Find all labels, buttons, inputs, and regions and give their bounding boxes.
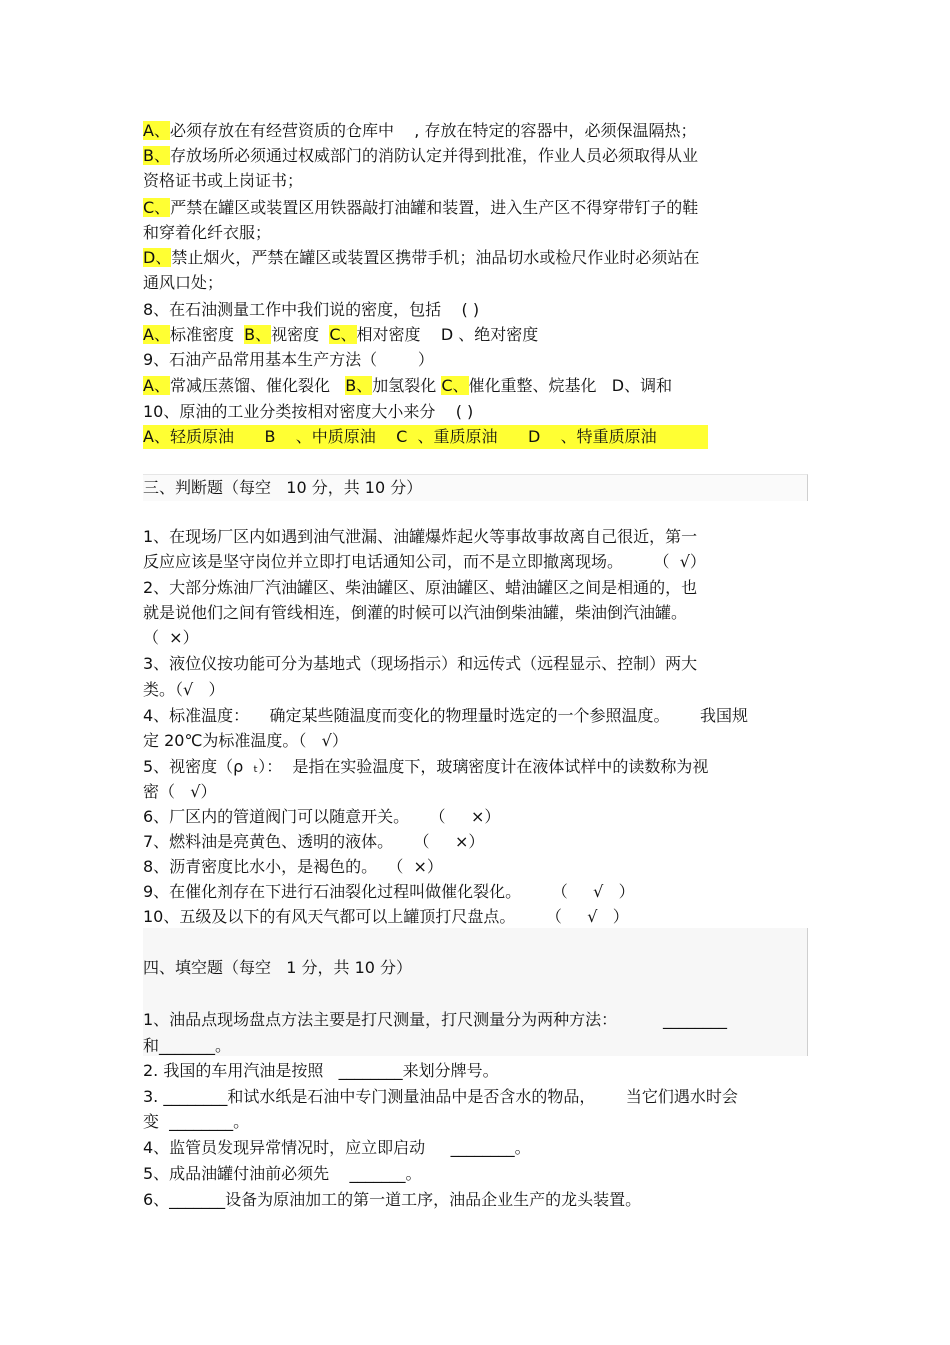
option-line: [143, 144, 698, 168]
fill-line: 变 ________。: [143, 1112, 250, 1131]
judge-line: 5、视密度（ρ ₜ）： 是指在实验温度下，玻璃密度计在液体试样中的读数称为视: [143, 757, 709, 776]
option-line: [143, 119, 696, 143]
fill-line: 4、监管员发现异常情况时，应立即启动 ________。: [143, 1138, 531, 1157]
question-10-options: A、轻质原油 B 、中质原油 C 、重质原油 D 、特重质原油: [143, 427, 657, 446]
option-text: 和穿着化纤衣服；: [143, 223, 272, 242]
judge-line: 反应应该是坚守岗位并立即打电话通知公司，而不是立即撤离现场。 （ √）: [143, 552, 706, 571]
judge-line: 4、标准温度： 确定某些随温度而变化的物理量时选定的一个参照温度。 我国规: [143, 706, 749, 725]
section-4-box: [143, 928, 808, 1056]
judge-line: 8、沥青密度比水小，是褐色的。 （ ×）: [143, 857, 443, 876]
section-4-title: 四、填空题（每空 1 分，共 10 分）: [143, 958, 413, 977]
option-marker: C、: [329, 325, 357, 344]
section-3-title: 三、判断题（每空 10 分，共 10 分）: [143, 478, 423, 497]
fill-line: 和_______。: [143, 1036, 232, 1055]
option-line: [143, 246, 699, 270]
judge-line: 9、在催化剂存在下进行石油裂化过程叫做催化裂化。 （ √ ）: [143, 882, 635, 901]
option-text: 资格证书或上岗证书；: [143, 171, 304, 190]
judge-line: 10、五级及以下的有风天气都可以上罐顶打尺盘点。 （ √ ）: [143, 907, 629, 926]
fill-line: 2. 我国的车用汽油是按照 ________来划分牌号。: [143, 1061, 499, 1080]
judge-line: 定 20℃为标准温度。（ √）: [143, 731, 348, 750]
judge-line: 3、液位仪按功能可分为基地式（现场指示）和远传式（远程显示、控制）两大: [143, 654, 698, 673]
question-9: 9、石油产品常用基本生产方法（ ）: [143, 350, 434, 369]
judge-line: 2、大部分炼油厂汽油罐区、柴油罐区、原油罐区、蜡油罐区之间是相通的，也: [143, 578, 698, 597]
option-text: 催化重整、烷基化 D、调和: [468, 376, 673, 395]
option-marker: D、: [143, 248, 172, 267]
option-text: 必须存放在有经营资质的仓库中 , 存放在特定的容器中，必须保温隔热；: [169, 121, 697, 140]
judge-line: 1、在现场厂区内如遇到油气泄漏、油罐爆炸起火等事故事故离自己很近，第一: [143, 527, 698, 546]
option-marker: C、: [143, 198, 171, 217]
option-line: [143, 169, 303, 193]
option-text: 加氢裂化: [372, 376, 437, 395]
option-text: 视密度: [271, 325, 320, 344]
question-8-options: [143, 323, 538, 347]
option-marker: A、: [143, 121, 170, 140]
option-text: 常减压蒸馏、催化裂化: [169, 376, 346, 395]
option-marker: A、: [143, 376, 170, 395]
fill-line: 3. ________和试水纸是石油中专门测量油品中是否含水的物品， 当它们遇水时会: [143, 1087, 738, 1106]
option-marker: C、: [441, 376, 469, 395]
option-text: 严禁在罐区或装置区用铁器敲打油罐和装置，进入生产区不得穿带钉子的鞋: [170, 198, 699, 217]
fill-line: 6、_______设备为原油加工的第一道工序，油品企业生产的龙头装置。: [143, 1190, 642, 1209]
option-text: 存放场所必须通过权威部门的消防认定并得到批准，作业人员必须取得从业: [169, 146, 698, 165]
option-text: 标准密度: [169, 325, 234, 344]
judge-line: 7、燃料油是亮黄色、透明的液体。 （ ×）: [143, 832, 485, 851]
option-line: [143, 221, 271, 245]
option-marker: B、: [244, 325, 272, 344]
judge-line: （ ×）: [143, 628, 199, 647]
option-line: [143, 196, 698, 220]
option-line: [143, 271, 223, 295]
fill-line: 5、成品油罐付油前必须先 _______。: [143, 1164, 422, 1183]
judge-line: 类。（√ ）: [143, 680, 225, 699]
option-marker: B、: [143, 146, 170, 165]
judge-line: 就是说他们之间有管线相连，倒灌的时候可以汽油倒柴油罐，柴油倒汽油罐。: [143, 603, 688, 622]
option-text: 通风口处；: [143, 273, 224, 292]
fill-line: 1、油品点现场盘点方法主要是打尺测量，打尺测量分为两种方法： ________: [143, 1010, 727, 1029]
judge-line: 密（ √）: [143, 782, 217, 801]
judge-line: 6、厂区内的管道阀门可以随意开关。 （ ×）: [143, 807, 501, 826]
option-marker: A、: [143, 325, 170, 344]
option-text: 禁止烟火，严禁在罐区或装置区携带手机；油品切水或检尺作业时必须站在: [171, 248, 700, 267]
option-text: 相对密度 D 、绝对密度: [356, 325, 539, 344]
question-8: 8、在石油测量工作中我们说的密度，包括 ( ): [143, 300, 480, 319]
question-10: 10、原油的工业分类按相对密度大小来分 ( ): [143, 402, 474, 421]
question-9-options: [143, 374, 672, 398]
option-marker: B、: [345, 376, 373, 395]
